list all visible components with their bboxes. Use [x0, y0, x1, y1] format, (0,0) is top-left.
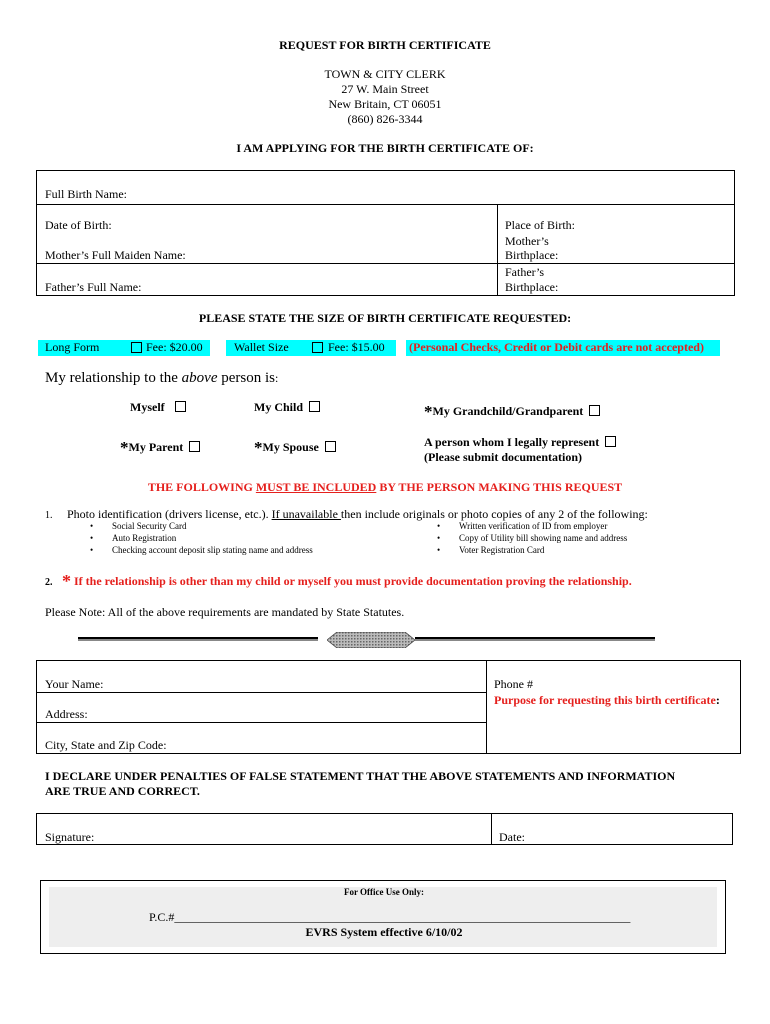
legal-representative-option[interactable]: [424, 435, 616, 450]
list-item-text: Voter Registration Card: [459, 545, 545, 555]
legal-rep-label: A person whom I legally represent: [424, 435, 600, 449]
date-field[interactable]: Date:: [499, 830, 525, 844]
my-child-checkbox[interactable]: [309, 401, 320, 412]
my-parent-checkbox[interactable]: [189, 441, 200, 452]
evrs-note: EVRS System effective 6/10/02: [305, 925, 463, 939]
fathers-birthplace-label: Father’s: [505, 265, 545, 279]
item-1-text-part: Photo identification (drivers license, etc.).: [67, 507, 272, 521]
bullet-mark: •: [90, 521, 94, 531]
my-spouse-option[interactable]: [254, 438, 336, 458]
bullet-mark: •: [437, 545, 441, 555]
relationship-intro-text: My relationship to the: [45, 370, 182, 386]
table-divider: [36, 204, 735, 205]
table-divider: [486, 660, 487, 754]
your-name-field[interactable]: Your Name:: [45, 677, 104, 691]
office-use-box: [40, 880, 726, 954]
relationship-intro: [45, 370, 278, 387]
bullet-mark: •: [437, 521, 441, 531]
list-item-text: Copy of Utility bill showing name and address: [459, 533, 628, 543]
myself-checkbox[interactable]: [175, 401, 186, 412]
relationship-intro-text: person is: [217, 370, 275, 386]
asterisk-mark: *: [120, 438, 129, 457]
list-item-text: Auto Registration: [112, 533, 177, 543]
list-item-text: Checking account deposit slip stating name and address: [112, 545, 313, 555]
wallet-size-checkbox[interactable]: [312, 342, 323, 353]
long-form-label: Long Form: [45, 340, 100, 354]
please-note: Please Note: All of the above requirements are mandated by State Statutes.: [45, 605, 405, 619]
table-divider: [497, 204, 498, 296]
office-name: TOWN & CITY CLERK: [324, 67, 446, 81]
table-divider: [36, 692, 486, 693]
office-street: 27 W. Main Street: [341, 82, 429, 96]
mothers-birthplace-label: Mother’s: [505, 234, 549, 248]
signature-table: [36, 813, 733, 845]
office-phone: (860) 826-3344: [347, 112, 423, 126]
item-1-text: [67, 507, 648, 522]
requirements-heading-text: THE FOLLOWING: [147, 480, 256, 494]
separator-diamond: [327, 632, 415, 648]
bullet-mark: •: [90, 533, 94, 543]
my-parent-option[interactable]: [120, 438, 200, 458]
wallet-size-label: Wallet Size: [234, 340, 289, 354]
relationship-intro-colon: :: [274, 371, 279, 385]
payment-note: [406, 340, 720, 356]
table-divider: [36, 722, 486, 723]
purpose-label: Purpose for requesting this birth certificate: [494, 693, 716, 707]
payment-note-text: (Personal Checks, Credit or Debit cards are not accepted): [409, 340, 704, 354]
city-state-zip-field[interactable]: City, State and Zip Code:: [45, 738, 167, 752]
requirements-heading-underlined: MUST BE INCLUDED: [255, 480, 377, 494]
bullet-mark: •: [437, 533, 441, 543]
place-of-birth-field[interactable]: Place of Birth:: [505, 218, 575, 232]
myself-option[interactable]: [130, 400, 186, 415]
mothers-birthplace-field[interactable]: Birthplace:: [505, 248, 559, 262]
legal-rep-checkbox[interactable]: [605, 436, 616, 447]
declaration-line-1: I DECLARE UNDER PENALTIES OF FALSE STATEMENT THAT THE ABOVE STATEMENTS AND INFORMATION: [45, 769, 676, 783]
asterisk-mark: *: [254, 438, 263, 457]
bullet-mark: •: [90, 545, 94, 555]
my-child-label: My Child: [254, 400, 304, 414]
date-of-birth-field[interactable]: Date of Birth:: [45, 218, 112, 232]
my-child-option[interactable]: [254, 400, 320, 415]
table-divider: [491, 813, 492, 845]
item-1-underlined: If unavailable: [271, 507, 341, 521]
requirements-heading-text: BY THE PERSON MAKING THIS REQUEST: [376, 480, 623, 494]
office-city: New Britain, CT 06051: [328, 97, 442, 111]
long-form-checkbox[interactable]: [131, 342, 142, 353]
asterisk-mark: *: [424, 402, 433, 421]
wallet-size-option[interactable]: [226, 340, 396, 356]
fathers-full-name-field[interactable]: Father’s Full Name:: [45, 280, 142, 294]
list-item-text: Written verification of ID from employer: [459, 521, 608, 531]
my-spouse-label: My Spouse: [262, 440, 319, 454]
my-grandchild-label: My Grandchild/Grandparent: [432, 404, 584, 418]
size-heading: PLEASE STATE THE SIZE OF BIRTH CERTIFICATE REQUESTED:: [198, 311, 572, 325]
asterisk-mark: *: [62, 571, 71, 591]
pc-number-field[interactable]: P.C.#____________________________________________________________________________: [149, 910, 631, 924]
myself-label: Myself: [130, 400, 165, 414]
mothers-maiden-name-field[interactable]: Mother’s Full Maiden Name:: [45, 248, 186, 262]
my-spouse-checkbox[interactable]: [325, 441, 336, 452]
item-2-number: 2.: [45, 577, 53, 588]
table-divider: [497, 263, 735, 264]
relationship-intro-italic: above: [181, 370, 218, 386]
purpose-colon: :: [715, 693, 720, 707]
purpose-field[interactable]: [494, 693, 720, 708]
item-2-text: [62, 571, 632, 592]
item-1-number: 1.: [45, 510, 53, 521]
address-field[interactable]: Address:: [45, 707, 88, 721]
document-title: REQUEST FOR BIRTH CERTIFICATE: [279, 38, 491, 52]
subject-info-table: [36, 170, 735, 296]
requirements-heading: [0, 480, 770, 495]
declaration-line-2: ARE TRUE AND CORRECT.: [45, 784, 200, 798]
table-divider: [36, 263, 497, 264]
legal-rep-note: (Please submit documentation): [424, 450, 582, 464]
wallet-size-fee: Fee: $15.00: [328, 340, 385, 354]
signature-field[interactable]: Signature:: [45, 830, 95, 844]
long-form-option[interactable]: [38, 340, 210, 356]
fathers-birthplace-field[interactable]: Birthplace:: [505, 280, 559, 294]
my-grandchild-option[interactable]: [424, 402, 600, 422]
list-item-text: Social Security Card: [112, 521, 187, 531]
my-grandchild-checkbox[interactable]: [589, 405, 600, 416]
item-2-text-part: If the relationship is other than my child or myself you must provide documentation proving the relationship.: [71, 574, 632, 588]
long-form-fee: Fee: $20.00: [146, 340, 203, 354]
separator-shadow: [78, 639, 318, 641]
applying-heading: I AM APPLYING FOR THE BIRTH CERTIFICATE OF:: [236, 141, 534, 155]
item-1-text-part: then include originals or photo copies of any 2 of the following:: [340, 507, 648, 521]
phone-field[interactable]: Phone #: [494, 677, 533, 691]
office-use-heading: For Office Use Only:: [343, 887, 425, 897]
separator-shadow: [415, 639, 655, 641]
full-birth-name-field[interactable]: Full Birth Name:: [45, 187, 127, 201]
my-parent-label: My Parent: [128, 440, 184, 454]
